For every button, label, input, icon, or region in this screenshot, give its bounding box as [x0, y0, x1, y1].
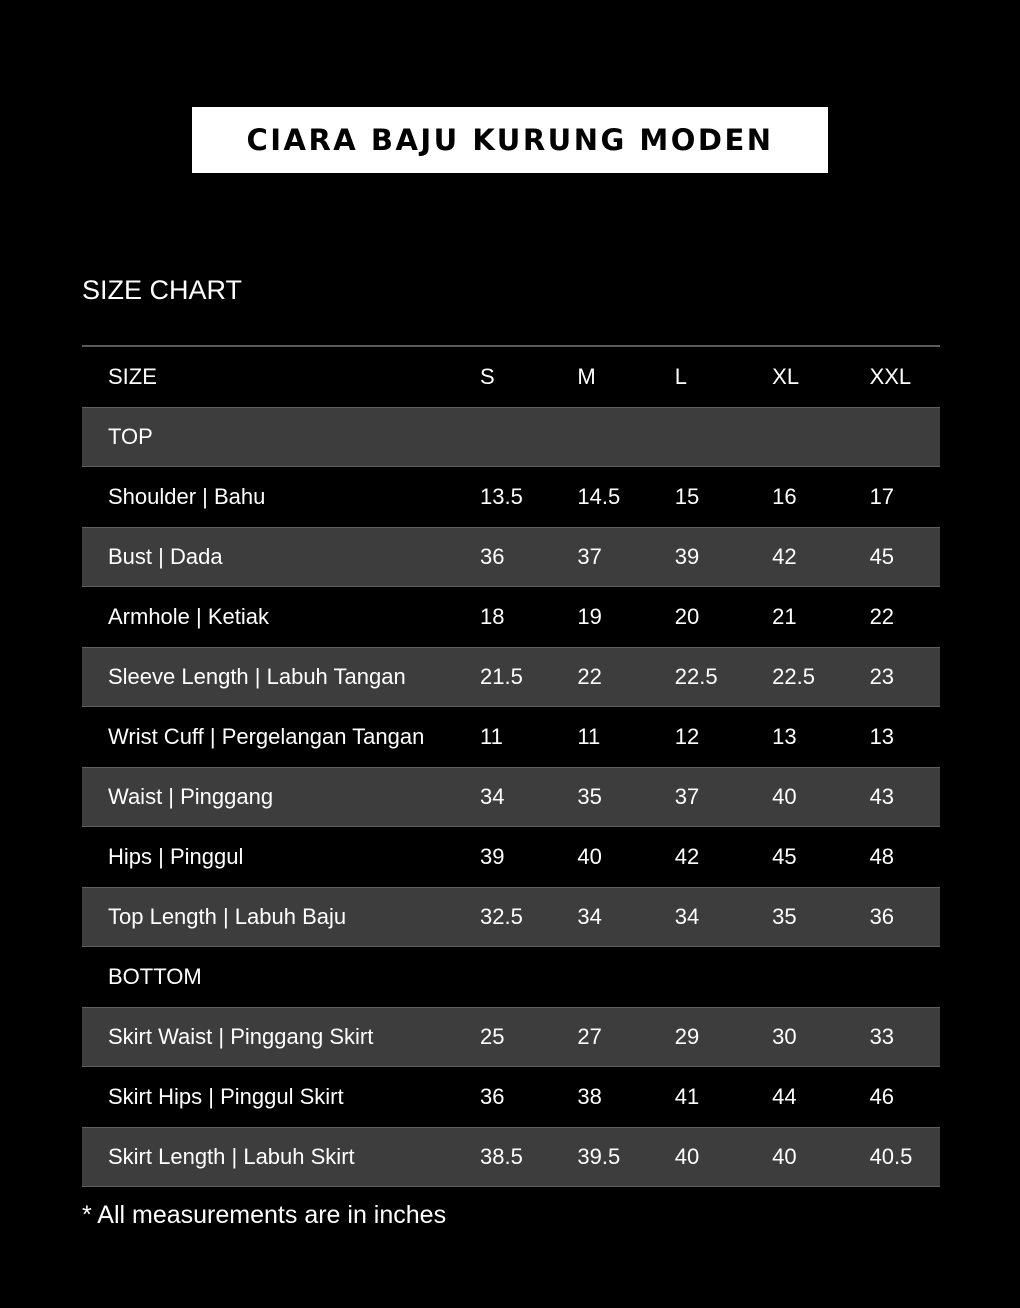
measurement-value: 30 — [772, 1024, 797, 1049]
measurement-footnote: * All measurements are in inches — [82, 1201, 447, 1229]
measurement-value: 16 — [772, 484, 797, 509]
table-row — [82, 1007, 940, 1067]
measurement-value: 27 — [577, 1024, 602, 1049]
measurement-value: 39 — [674, 544, 700, 569]
measurement-value: 19 — [577, 604, 602, 629]
size-chart-table — [82, 345, 940, 1187]
measurement-label: Sleeve Length | Labuh Tangan — [108, 664, 406, 689]
measurement-value: 15 — [674, 484, 700, 509]
measurement-value: 40 — [577, 844, 602, 869]
measurement-value: 36 — [869, 904, 895, 929]
measurement-value: 43 — [869, 784, 895, 809]
measurement-value: 35 — [772, 904, 797, 929]
measurement-value: 40 — [674, 1144, 700, 1169]
table-row — [82, 827, 940, 887]
section-label: BOTTOM — [108, 964, 202, 989]
measurement-value: 17 — [869, 484, 895, 509]
measurement-label: Shoulder | Bahu — [108, 484, 266, 509]
measurement-label: Armhole | Ketiak — [108, 604, 270, 629]
measurement-value: 21 — [772, 604, 797, 629]
measurement-value: 23 — [869, 664, 895, 689]
measurement-value: 22.5 — [772, 664, 815, 689]
measurement-value: 38.5 — [480, 1144, 523, 1169]
header-size-m: M — [577, 364, 596, 389]
section-row — [82, 407, 940, 467]
section-label: TOP — [108, 424, 153, 449]
measurement-value: 48 — [869, 844, 895, 869]
measurement-value: 34 — [577, 904, 602, 929]
measurement-value: 11 — [480, 724, 503, 749]
measurement-value: 40 — [772, 784, 797, 809]
header-size-xl: XL — [772, 364, 800, 389]
measurement-value: 39.5 — [577, 1144, 621, 1169]
measurement-value: 38 — [577, 1084, 602, 1109]
measurement-value: 41 — [674, 1084, 700, 1109]
measurement-value: 44 — [772, 1084, 797, 1109]
section-row — [82, 947, 940, 1007]
measurement-value: 42 — [674, 844, 700, 869]
measurement-value: 20 — [674, 604, 700, 629]
measurement-value: 40.5 — [869, 1144, 913, 1169]
measurement-label: Skirt Length | Labuh Skirt — [108, 1144, 355, 1169]
header-size-s: S — [480, 364, 495, 389]
measurement-value: 36 — [480, 1084, 505, 1109]
measurement-value: 13 — [869, 724, 895, 749]
measurement-value: 46 — [869, 1084, 895, 1109]
measurement-value: 45 — [772, 844, 797, 869]
measurement-value: 12 — [674, 724, 700, 749]
measurement-value: 21.5 — [480, 664, 523, 689]
measurement-value: 37 — [674, 784, 700, 809]
measurement-label: Skirt Hips | Pinggul Skirt — [108, 1084, 344, 1109]
measurement-value: 45 — [869, 544, 895, 569]
measurement-value: 22 — [577, 664, 602, 689]
measurement-value: 37 — [577, 544, 602, 569]
measurement-value: 25 — [480, 1024, 505, 1049]
table-body — [82, 407, 940, 1187]
measurement-value: 32.5 — [480, 904, 523, 929]
table-row — [82, 527, 940, 587]
header-size-l: L — [674, 364, 688, 389]
measurement-value: 35 — [577, 784, 602, 809]
measurement-value: 22 — [869, 604, 895, 629]
measurement-value: 36 — [480, 544, 505, 569]
measurement-value: 14.5 — [577, 484, 621, 509]
measurement-value: 13.5 — [480, 484, 523, 509]
measurement-value: 13 — [772, 724, 797, 749]
measurement-label: Hips | Pinggul — [108, 844, 244, 869]
table-row — [82, 647, 940, 707]
measurement-label: Skirt Waist | Pinggang Skirt — [108, 1024, 374, 1049]
table-row — [82, 467, 940, 527]
measurement-value: 11 — [577, 724, 601, 749]
table-row — [82, 887, 940, 947]
measurement-label: Top Length | Labuh Baju — [108, 904, 347, 929]
measurement-label: Bust | Dada — [108, 544, 223, 569]
measurement-value: 40 — [772, 1144, 797, 1169]
measurement-value: 29 — [674, 1024, 700, 1049]
header-size-xxl: XXL — [869, 364, 912, 389]
measurement-value: 18 — [480, 604, 505, 629]
measurement-label: Wrist Cuff | Pergelangan Tangan — [108, 724, 425, 749]
measurement-value: 34 — [674, 904, 700, 929]
header-size-label: SIZE — [108, 364, 157, 389]
table-header-row — [82, 347, 940, 407]
title-banner — [192, 107, 828, 173]
table-row — [82, 587, 940, 647]
measurement-value: 34 — [480, 784, 505, 809]
measurement-value: 22.5 — [674, 664, 718, 689]
measurement-value: 33 — [869, 1024, 895, 1049]
table-row — [82, 767, 940, 827]
size-chart-heading: SIZE CHART — [82, 275, 243, 305]
measurement-value: 42 — [772, 544, 797, 569]
table-row — [82, 707, 940, 767]
page-title: CIARA BAJU KURUNG MODEN — [246, 123, 774, 157]
table-row — [82, 1127, 940, 1187]
table-row — [82, 1067, 940, 1127]
measurement-label: Waist | Pinggang — [108, 784, 274, 809]
measurement-value: 39 — [480, 844, 505, 869]
